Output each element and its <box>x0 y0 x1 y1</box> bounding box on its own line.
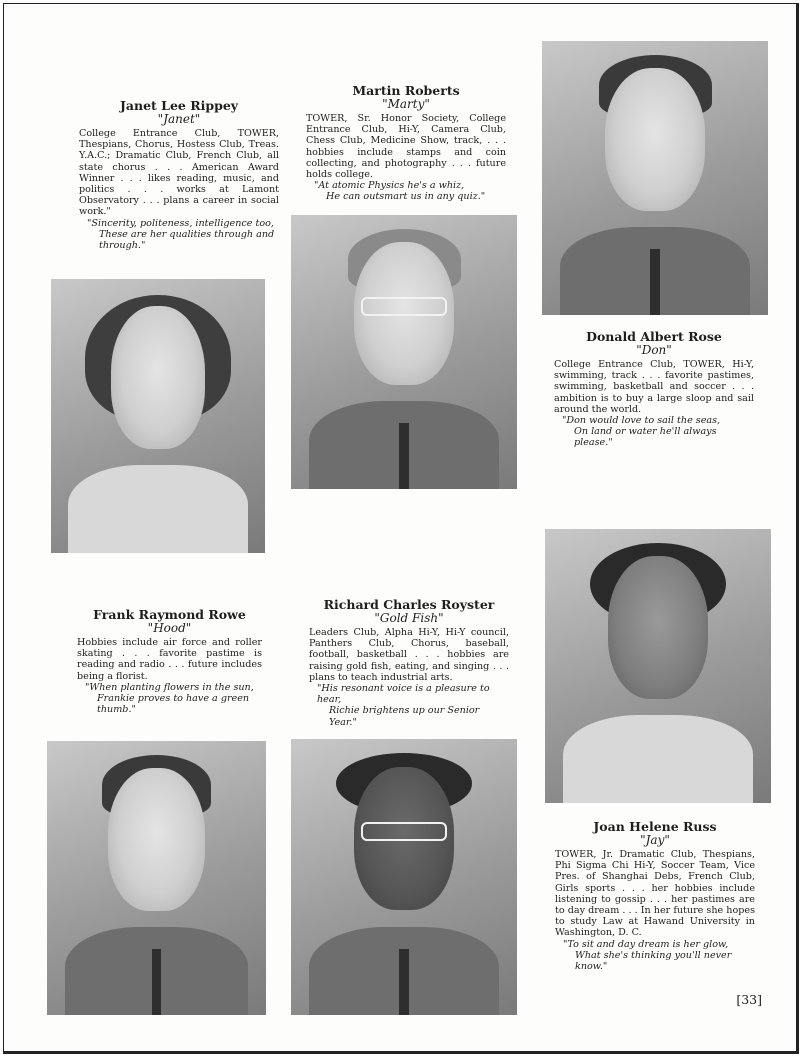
quote-line: "Don would love to sail the seas, <box>562 415 721 427</box>
photo-donald-albert-rose <box>542 41 768 315</box>
student-quote <box>79 218 279 252</box>
quote-line: Frankie proves to have a green thumb." <box>97 693 250 716</box>
quote-line: "To sit and day dream is her glow, <box>563 938 729 950</box>
entry-donald-albert-rose <box>554 329 754 449</box>
student-quote <box>306 180 506 202</box>
entry-frank-raymond-rowe <box>77 607 262 715</box>
quote-line: What she's thinking you'll never know." <box>575 949 732 973</box>
student-nickname: "Hood" <box>147 621 192 635</box>
student-quote <box>555 939 755 973</box>
photo-frank-raymond-rowe <box>47 741 266 1015</box>
quote-line: These are her qualities through and through." <box>99 228 275 252</box>
student-activities: Leaders Club, Alpha Hi-Y, Hi-Y council, Panthers Club, Chorus, baseball, football, basketball . . . hobbies are raising gold fish, eating, and singing . . . plans to teach industrial arts. <box>309 627 509 683</box>
student-name: Janet Lee Rippey <box>119 98 239 113</box>
page-number: [33] <box>736 992 762 1007</box>
quote-line: On land or water he'll always please." <box>574 426 717 449</box>
student-nickname: "Don" <box>636 343 672 357</box>
student-nickname: "Gold Fish" <box>374 611 444 625</box>
quote-line: He can outsmart us in any quiz." <box>326 191 486 203</box>
student-quote <box>309 683 509 728</box>
student-name: Donald Albert Rose <box>586 329 722 344</box>
entry-richard-charles-royster <box>309 597 509 728</box>
yearbook-page <box>3 3 799 1054</box>
student-quote <box>554 415 754 449</box>
student-activities: TOWER, Sr. Honor Society, College Entrance Club, Hi-Y, Camera Club, Chess Club, Medicine Show, track, . . . hobbies include stamps and coin collecting, and photography . . . future holds college. <box>306 113 506 181</box>
photo-joan-helene-russ <box>545 529 771 803</box>
student-quote <box>77 682 262 716</box>
photo-richard-charles-royster <box>291 739 517 1015</box>
photo-martin-roberts <box>291 215 517 489</box>
student-nickname: "Janet" <box>157 112 201 126</box>
student-name: Martin Roberts <box>352 83 460 98</box>
student-name: Joan Helene Russ <box>593 819 717 834</box>
quote-line: Richie brightens up our Senior Year." <box>329 705 480 728</box>
student-activities: College Entrance Club, TOWER, Thespians, Chorus, Hostess Club, Treas. Y.A.C.; Dramatic Club, French Club, all state chorus . . . American Award Winner . . . likes reading, music, and politics . . . works at Lamont Observatory . . . plans a career in social work." <box>79 128 279 218</box>
quote-line: "His resonant voice is a pleasure to hear, <box>317 683 490 706</box>
entry-janet-lee-rippey <box>79 98 279 251</box>
student-activities: Hobbies include air force and roller skating . . . favorite pastime is reading and radio . . . future includes being a florist. <box>77 637 262 682</box>
student-activities: College Entrance Club, TOWER, Hi-Y, swimming, track . . . favorite pastimes, swimming, basketball and soccer . . . ambition is to buy a large sloop and sail around the world. <box>554 359 754 415</box>
student-activities: TOWER, Jr. Dramatic Club, Thespians, Phi Sigma Chi Hi-Y, Soccer Team, Vice Pres. of Shanghai Debs, French Club, Girls sports . . . her hobbies include listening to gossip . . . her pastimes are to day dream . . . In her future she hopes to study Law at Hawand University in Washington, D. C. <box>555 849 755 939</box>
quote-line: "At atomic Physics he's a whiz, <box>314 180 465 192</box>
entry-joan-helene-russ <box>555 819 755 972</box>
student-name: Richard Charles Royster <box>323 597 495 612</box>
student-nickname: "Jay" <box>640 833 670 847</box>
quote-line: "When planting flowers in the sun, <box>85 681 254 693</box>
student-nickname: "Marty" <box>382 97 430 111</box>
entry-martin-roberts <box>306 83 506 203</box>
quote-line: "Sincerity, politeness, intelligence too, <box>87 217 274 229</box>
photo-janet-lee-rippey <box>51 279 265 553</box>
student-name: Frank Raymond Rowe <box>93 607 246 622</box>
